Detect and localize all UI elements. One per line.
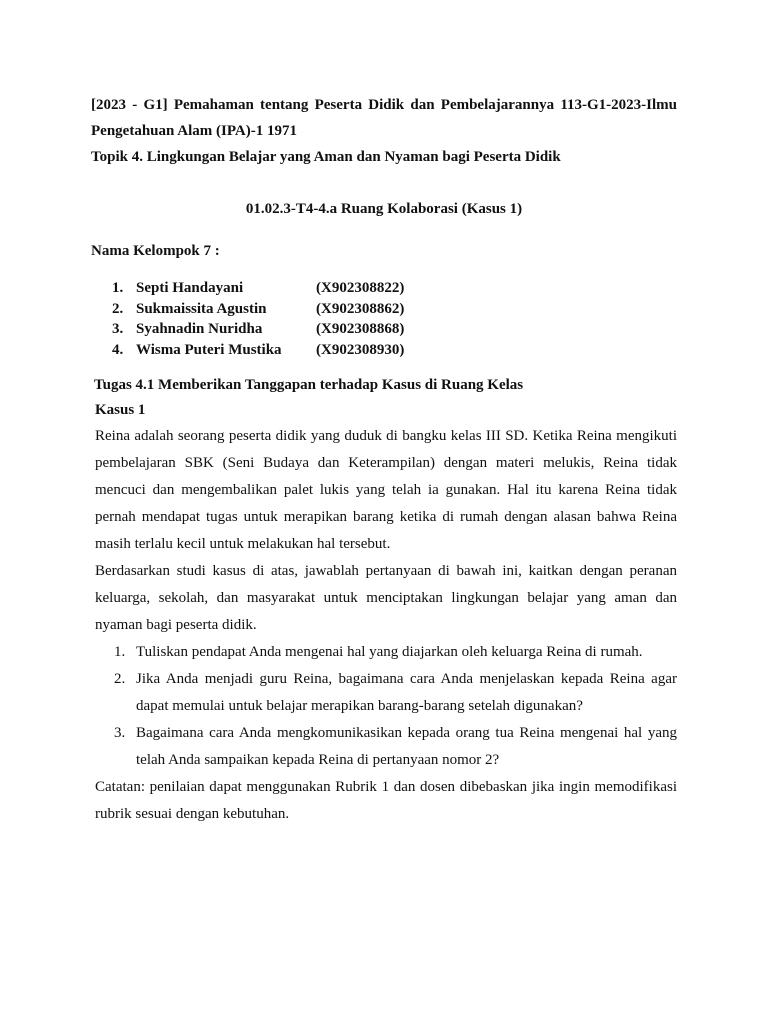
question-number: 3. xyxy=(114,725,126,741)
member-name: Septi Handayani xyxy=(136,280,244,296)
member-id: (X902308930) xyxy=(316,341,405,358)
question-item xyxy=(91,720,677,774)
task-section xyxy=(91,373,677,828)
question-item xyxy=(91,666,677,720)
topic-title: Topik 4. Lingkungan Belajar yang Aman dan Nyaman bagi Peserta Didik xyxy=(91,149,561,165)
member-number: 2. xyxy=(112,300,124,317)
task-heading: Tugas 4.1 Memberikan Tanggapan terhadap Kasus di Ruang Kelas xyxy=(94,377,524,393)
question-text: Bagaimana cara Anda mengkomunikasikan kepada orang tua Reina mengenai hal yang telah Anda sampaikan kepada Reina di pertanyaan nomor 2? xyxy=(136,725,677,768)
member-number: 3. xyxy=(112,321,124,337)
note-paragraph: Catatan: penilaian dapat menggunakan Rubrik 1 dan dosen dibebaskan jika ingin memodifikasi rubrik sesuai dengan kebutuhan. xyxy=(95,779,677,822)
course-title: [2023 - G1] Pemahaman tentang Peserta Didik dan Pembelajarannya 113-G1-2023-Ilmu Pengetahuan Alam (IPA)-1 1971 xyxy=(91,97,677,139)
member-name: Syahnadin Nuridha xyxy=(136,321,263,337)
member-number: 4. xyxy=(112,341,124,358)
member-row xyxy=(112,299,436,320)
question-text: Tuliskan pendapat Anda mengenai hal yang diajarkan oleh keluarga Reina di rumah. xyxy=(136,644,643,660)
activity-code-title: 01.02.3-T4-4.a Ruang Kolaborasi (Kasus 1) xyxy=(245,201,523,217)
member-id: (X902308822) xyxy=(316,280,405,296)
member-list xyxy=(112,278,436,360)
question-text: Jika Anda menjadi guru Reina, bagaimana cara Anda menjelaskan kepada Reina agar dapat memulai untuk belajar merapikan barang-barang setelah digunakan? xyxy=(136,671,677,714)
member-row xyxy=(112,319,436,340)
case-heading: Kasus 1 xyxy=(95,402,146,418)
case-paragraph: Reina adalah seorang peserta didik yang duduk di bangku kelas III SD. Ketika Reina mengikuti pembelajaran SBK (Seni Budaya dan Keterampilan) dengan materi melukis, Reina tidak mencuci dan mengembalikan palet lukis yang telah ia gunakan. Hal itu karena Reina tidak pernah mendapat tugas untuk merapikan barang ketika di rumah dengan alasan bahwa Reina masih terlalu kecil untuk melakukan hal tersebut. xyxy=(95,428,677,552)
instruction-paragraph: Berdasarkan studi kasus di atas, jawablah pertanyaan di bawah ini, kaitkan dengan peranan keluarga, sekolah, dan masyarakat untuk menciptakan lingkungan belajar yang aman dan nyaman bagi peserta didik. xyxy=(95,563,677,633)
document-header xyxy=(91,92,677,170)
member-id: (X902308862) xyxy=(316,300,405,317)
member-name: Sukmaissita Agustin xyxy=(136,300,267,317)
question-number: 1. xyxy=(114,644,126,660)
member-id: (X902308868) xyxy=(316,321,405,337)
member-row xyxy=(112,278,436,299)
question-list xyxy=(91,639,677,774)
member-name: Wisma Puteri Mustika xyxy=(136,341,282,358)
member-number: 1. xyxy=(112,280,124,296)
member-row xyxy=(112,340,436,361)
question-number: 2. xyxy=(114,671,126,687)
question-item xyxy=(91,639,677,666)
group-label: Nama Kelompok 7 : xyxy=(91,243,220,259)
